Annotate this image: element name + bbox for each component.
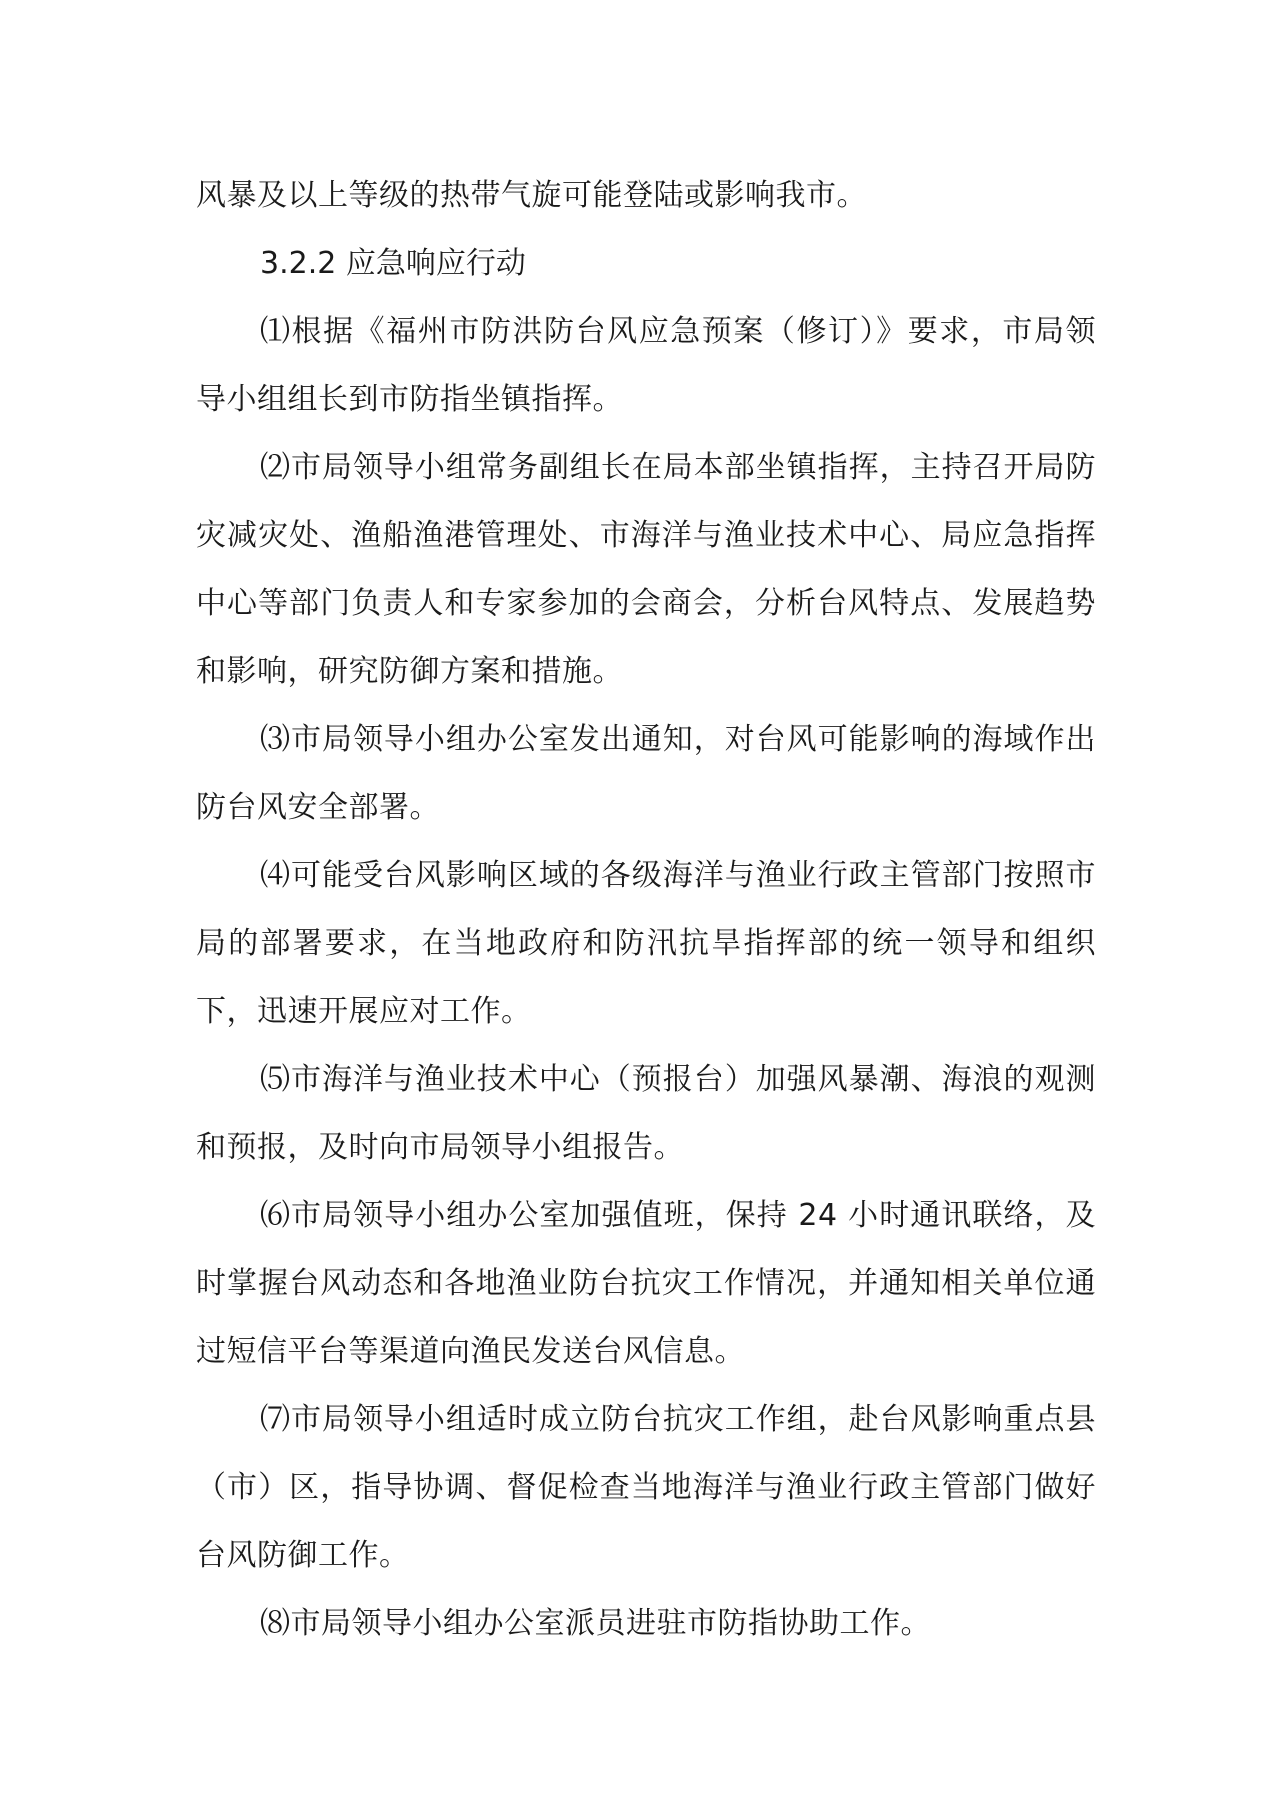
list-item: ⑷可能受台风影响区域的各级海洋与渔业行政主管部门按照市局的部署要求，在当地政府和防汛抗旱指挥部的统一领导和组织下，迅速开展应对工作。 bbox=[196, 858, 1096, 1029]
section-heading: 3.2.2 应急响应行动 bbox=[260, 246, 526, 281]
list-item: ⑸市海洋与渔业技术中心（预报台）加强风暴潮、海浪的观测和预报，及时向市局领导小组报告。 bbox=[196, 1062, 1096, 1165]
list-item: ⑺市局领导小组适时成立防台抗灾工作组，赴台风影响重点县（市）区，指导协调、督促检查当地海洋与渔业行政主管部门做好台风防御工作。 bbox=[196, 1402, 1096, 1573]
list-item: ⑹市局领导小组办公室加强值班，保持 24 小时通讯联络，及时掌握台风动态和各地渔业防台抗灾工作情况，并通知相关单位通过短信平台等渠道向渔民发送台风信息。 bbox=[196, 1198, 1096, 1369]
list-item: ⑴根据《福州市防洪防台风应急预案（修订）》要求，市局领导小组组长到市防指坐镇指挥。 bbox=[196, 314, 1096, 417]
document-body bbox=[196, 162, 1096, 1658]
list-item: ⑶市局领导小组办公室发出通知，对台风可能影响的海域作出防台风安全部署。 bbox=[196, 722, 1096, 825]
continuation-paragraph: 风暴及以上等级的热带气旋可能登陆或影响我市。 bbox=[196, 178, 867, 213]
list-item: ⑻市局领导小组办公室派员进驻市防指协助工作。 bbox=[260, 1606, 931, 1641]
list-item: ⑵市局领导小组常务副组长在局本部坐镇指挥，主持召开局防灾减灾处、渔船渔港管理处、市海洋与渔业技术中心、局应急指挥中心等部门负责人和专家参加的会商会，分析台风特点、发展趋势和影响，研究防御方案和措施。 bbox=[196, 450, 1096, 689]
